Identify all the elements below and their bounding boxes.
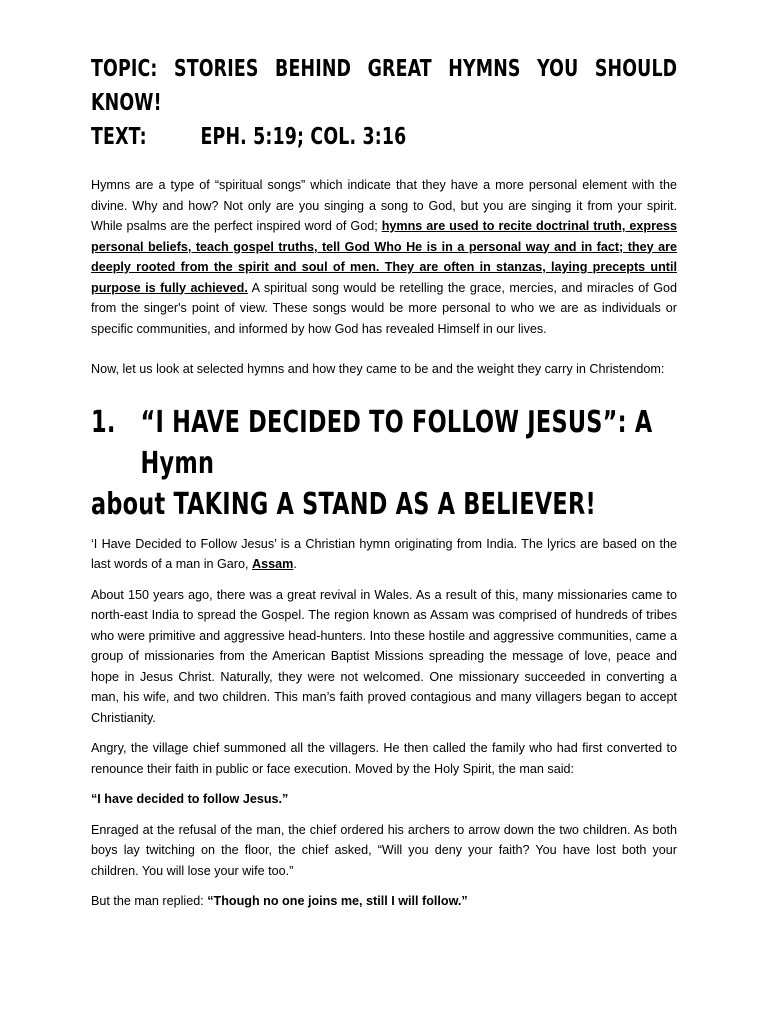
hymn-heading-line1 bbox=[91, 402, 677, 484]
hymn-paragraph bbox=[91, 891, 677, 912]
text-reference: EPH. 5:19; COL. 3:16 bbox=[200, 124, 407, 150]
text-label: TEXT: bbox=[91, 124, 147, 150]
topic-word: STORIES bbox=[174, 56, 259, 82]
topic-word: GREAT bbox=[367, 56, 432, 82]
hymn-paragraph: About 150 years ago, there was a great revival in Wales. As a result of this, many missionaries came to north-east India to spread the Gospel. The region known as Assam was comprised of hundreds of tribes who were primitive and aggressive head-hunters. Into these hostile and aggressive communities, came a group of missionaries from the American Baptist Missions spreading the message of love, peace and hope in Jesus Christ. Naturally, they were not welcomed. One missionary succeeded in converting a man, his wife, and two children. This man’s faith proved contagious and many villagers began to accept Christianity. bbox=[91, 587, 677, 725]
intro-text-end: A spiritual song would be retelling the grace, mercies, and miracles of God from the singer's point of view. These songs would be more personal to who we are as individuals or specific communities, and informed by how God has revealed Himself in our lives. bbox=[91, 280, 677, 336]
hymn-paragraph: Enraged at the refusal of the man, the chief ordered his archers to arrow down the two children. As both boys lay twitching on the floor, the chief asked, “Will you deny your faith? You have lost both your children. You will lose your wife too.” bbox=[91, 822, 677, 878]
hymn-number: 1. bbox=[91, 404, 116, 440]
hymn-title: “I HAVE DECIDED TO FOLLOW JESUS”: A Hymn bbox=[140, 404, 653, 481]
topic-word: BEHIND bbox=[275, 56, 352, 82]
hymn-quote: “I have decided to follow Jesus.” bbox=[91, 792, 289, 806]
hymn-heading-line2: about TAKING A STAND AS A BELIEVER! bbox=[91, 486, 596, 522]
topic-label: TOPIC: bbox=[91, 56, 158, 82]
topic-word: YOU bbox=[537, 56, 579, 82]
topic-line bbox=[91, 52, 677, 86]
hymn-paragraph bbox=[91, 534, 677, 575]
hymn-text-end: . bbox=[293, 557, 297, 571]
topic-line-end: KNOW! bbox=[91, 90, 162, 116]
hymn-heading bbox=[91, 402, 677, 525]
document-page bbox=[91, 52, 677, 912]
intro-emphasis: hymns are used to recite doctrinal truth, express personal beliefs, teach gospel truths, tell God Who He is in a personal way and in fact; they are deeply rooted from the spirit and soul of men. They are often in stanzas, laying precepts until purpose is fully achieved. bbox=[91, 219, 677, 295]
hymn-reply-quote: “Though no one joins me, still I will follow.” bbox=[207, 894, 468, 908]
intro-text: Hymns are a type of “spiritual songs” which indicate that they have a more personal element with the divine. Why and how? Not only are you singing a song to God, but you are singing it from your spirit. While psalms are the perfect inspired word of God; bbox=[91, 178, 677, 233]
hymn-text: ‘I Have Decided to Follow Jesus’ is a Christian hymn originating from India. The lyrics are based on the last words of a man in Garo, bbox=[91, 536, 677, 571]
assam-link[interactable]: Assam bbox=[252, 557, 294, 571]
topic-word: HYMNS bbox=[448, 56, 521, 82]
text-line bbox=[91, 120, 677, 154]
document-header bbox=[91, 52, 677, 154]
topic-word: SHOULD bbox=[594, 56, 678, 82]
intro-paragraph bbox=[91, 175, 677, 339]
intro-paragraph-2: Now, let us look at selected hymns and how they came to be and the weight they carry in Christendom: bbox=[91, 362, 665, 376]
hymn-paragraph: Angry, the village chief summoned all the villagers. He then called the family who had first converted to renounce their faith in public or face execution. Moved by the Holy Spirit, the man said: bbox=[91, 741, 677, 776]
hymn-text: But the man replied: bbox=[91, 894, 208, 908]
